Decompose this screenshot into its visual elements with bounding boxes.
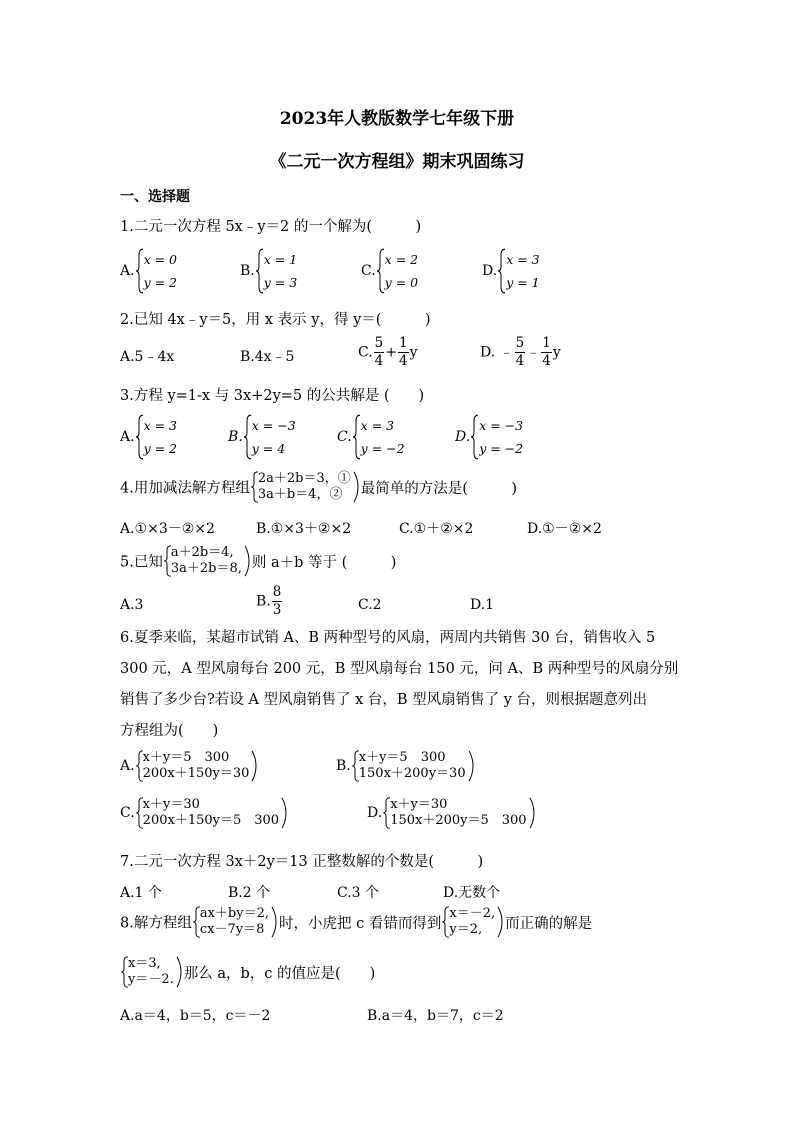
equation-row: 3a＋b＝4，②	[257, 487, 343, 502]
question-3-option-d	[455, 414, 523, 460]
question-4-option-a: A.①×3－②×2	[120, 521, 215, 537]
question-6-option-c	[120, 797, 279, 829]
question-6-line-3: 销售了多少台?若设 A 型风扇销售了 x 台，B 型风扇销售了 y 台，则根据题意列出	[120, 692, 648, 708]
fraction-denominator: 4	[542, 353, 551, 369]
equation-row: x＝－2,	[449, 906, 496, 921]
fraction-numerator: 5	[374, 335, 384, 351]
question-4-option-b: B.①×3＋②×2	[256, 521, 352, 537]
question-3-stem: 3.方程 y=1-x 与 3x+2y=5 的公共解是 ( )	[120, 388, 425, 404]
question-5-option-d: D.1	[470, 597, 495, 613]
question-4-option-c: C.①＋②×2	[399, 521, 474, 537]
question-2-option-b: B.4x﹣5	[240, 349, 295, 365]
question-7-option-c: C.3 个	[337, 885, 380, 901]
question-6-option-a	[120, 750, 249, 782]
question-6-line-1: 6.夏季来临，某超市试销 A、B 两种型号的风扇，两周内共销售 30 台，销售收入 5	[120, 630, 656, 646]
equation-row: 200x＋150y＝5 300	[142, 813, 280, 828]
question-4-option-d: D.①－②×2	[527, 521, 602, 537]
stem-text: 而正确的解是	[505, 915, 593, 932]
equation-row: x = 0	[143, 252, 177, 267]
question-6-option-d	[367, 797, 527, 829]
equation-row: y = 2	[143, 441, 177, 456]
equation-row: x = 2	[384, 252, 419, 267]
option-label: C.	[358, 344, 373, 361]
equation-row: y = 4	[251, 441, 286, 456]
equation-row: y = −2	[360, 441, 405, 456]
question-6-line-4: 方程组为( )	[120, 723, 219, 739]
equation-row: x = 3	[506, 252, 540, 267]
option-label: D.	[367, 805, 383, 821]
operator: +	[385, 344, 397, 361]
operator: ﹣	[526, 344, 541, 361]
option-label: A.	[120, 758, 135, 774]
equation-row: ax＋by＝2,	[199, 906, 269, 921]
option-label: C.	[120, 805, 135, 821]
question-7-option-b: B.2 个	[228, 885, 271, 901]
option-label: C.	[337, 429, 352, 445]
question-8-stem-cont	[120, 956, 375, 988]
equation-row: x＋y＝30	[390, 797, 448, 812]
stem-text: 那么 a，b，c 的值应是( )	[183, 965, 376, 982]
equation-row: cx－7y＝8	[199, 922, 265, 937]
equation-row: 200x＋150y＝30	[142, 766, 250, 781]
equation-row: x = 3	[360, 418, 395, 433]
question-1-option-c	[361, 248, 418, 294]
question-8-option-a: A.a＝4，b＝5，c＝－2	[120, 1008, 271, 1024]
equation-row: x = −3	[479, 418, 524, 433]
question-1-option-d	[482, 248, 540, 294]
stem-text: 5.已知	[120, 554, 163, 571]
stem-text: 最简单的方法是( )	[360, 480, 518, 497]
question-1-option-b	[240, 248, 297, 294]
question-2-option-c	[358, 335, 418, 370]
stem-text: 时，小虎把 c 看错而得到	[279, 915, 442, 932]
question-5-option-b	[256, 584, 283, 619]
question-7-option-d: D.无数个	[443, 885, 501, 901]
question-2-option-a: A.5﹣4x	[120, 349, 175, 365]
question-5-stem	[120, 545, 396, 577]
question-8-option-b: B.a＝4，b＝7，c＝2	[367, 1008, 504, 1024]
option-label: B.	[336, 758, 351, 774]
fraction-denominator: 4	[399, 353, 408, 369]
option-label: B.	[240, 263, 255, 279]
fraction-denominator: 4	[515, 353, 525, 369]
question-8-stem	[120, 906, 592, 938]
fraction-denominator: 3	[272, 602, 282, 618]
fraction-numerator: 5	[515, 335, 525, 351]
equation-row: y = 3	[263, 275, 298, 290]
equation-row: x＋y＝5 300	[142, 750, 230, 765]
option-label: A.	[120, 429, 135, 445]
question-4-stem	[120, 471, 517, 503]
equation-row: x = −3	[251, 418, 296, 433]
equation-row: x＋y＝30	[142, 797, 200, 812]
stem-text: 8.解方程组	[120, 915, 192, 932]
equation-row: 3a＋2b＝8,	[170, 561, 242, 576]
question-5-option-a: A.3	[120, 597, 144, 613]
question-6-option-b	[336, 750, 466, 782]
page-title: 2023年人教版数学七年级下册	[279, 109, 515, 129]
equation-row: y = −2	[479, 441, 524, 456]
question-3-option-a	[120, 414, 177, 460]
fraction-numerator: 1	[542, 335, 551, 351]
variable: y	[409, 344, 418, 361]
option-label: D.	[482, 263, 498, 279]
equation-row: y＝2,	[449, 922, 483, 937]
option-label: B.	[228, 429, 243, 445]
fraction-numerator: 8	[272, 584, 282, 600]
question-5-option-c: C.2	[358, 597, 382, 613]
equation-row: 150x＋200y＝5 300	[390, 813, 527, 828]
question-2-stem: 2.已知 4x﹣y＝5，用 x 表示 y，得 y＝( )	[120, 312, 431, 328]
fraction-denominator: 4	[374, 353, 384, 369]
option-label: B.	[256, 593, 271, 610]
equation-row: x = 3	[143, 418, 177, 433]
page-subtitle: 《二元一次方程组》期末巩固练习	[269, 152, 525, 172]
equation-row: y = 0	[384, 275, 419, 290]
question-7-option-a: A.1 个	[120, 885, 162, 901]
option-label: D.	[455, 429, 471, 445]
question-3-option-c	[337, 414, 405, 460]
stem-text: 4.用加减法解方程组	[120, 480, 250, 497]
question-1-stem: 1.二元一次方程 5x﹣y＝2 的一个解为( )	[120, 219, 422, 235]
question-6-line-2: 300 元，A 型风扇每台 200 元，B 型风扇每台 150 元，问 A、B 两种型号的风扇分别	[120, 661, 679, 677]
equation-row: y = 1	[506, 275, 540, 290]
option-label: D. ﹣	[480, 344, 514, 361]
question-2-option-d	[480, 335, 561, 370]
equation-row: x＋y＝5 300	[358, 750, 446, 765]
section-heading: 一、选择题	[120, 189, 190, 205]
equation-row: x＝3,	[128, 956, 161, 971]
variable: y	[552, 344, 561, 361]
equation-row: 150x＋200y＝30	[358, 766, 466, 781]
fraction-numerator: 1	[399, 335, 408, 351]
equation-row: a＋2b＝4,	[170, 545, 234, 560]
option-label: A.	[120, 263, 135, 279]
equation-row: y = 2	[143, 275, 177, 290]
equation-row: x = 1	[263, 252, 298, 267]
question-3-option-b	[228, 414, 296, 460]
equation-row: 2a＋2b＝3，①	[257, 471, 351, 486]
question-1-option-a	[120, 248, 177, 294]
equation-row: y＝－2.	[128, 972, 174, 987]
question-7-stem: 7.二元一次方程 3x＋2y＝13 正整数解的个数是( )	[120, 854, 484, 870]
stem-text: 则 a＋b 等于 ( )	[251, 554, 397, 571]
option-label: C.	[361, 263, 376, 279]
